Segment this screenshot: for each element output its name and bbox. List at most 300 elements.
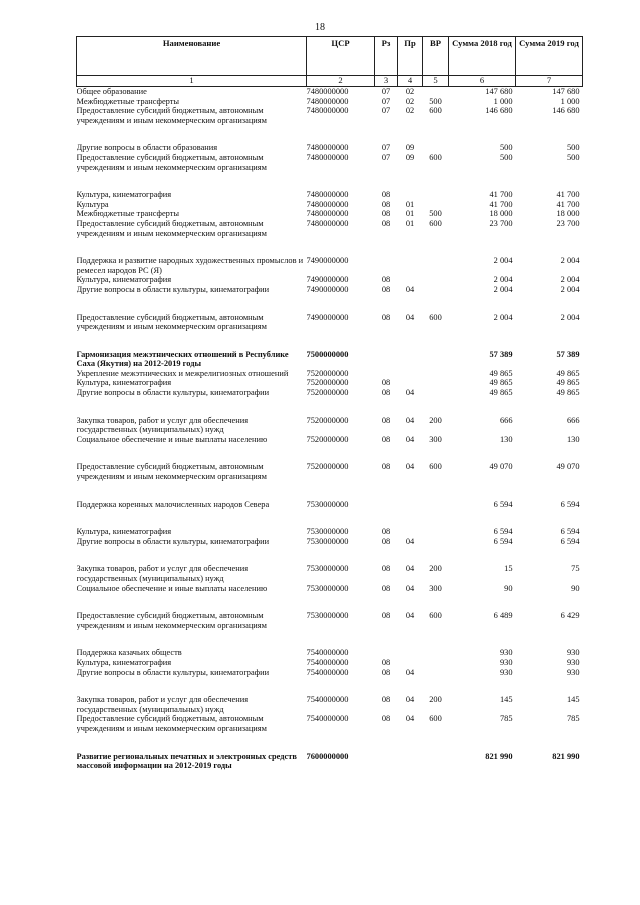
row-sum-2018: 41 700 (489, 199, 513, 209)
row-rz: 07 (381, 143, 391, 153)
row-sum-2018: 49 865 (489, 388, 513, 398)
column-number: 5 (423, 76, 449, 87)
row-sum-2019: 49 865 (556, 368, 580, 378)
row-csr: 7480000000 (306, 199, 349, 209)
row-name: Культура, кинематография (76, 527, 172, 537)
row-rz: 08 (381, 714, 391, 724)
row-pr: 04 (405, 583, 415, 593)
row-sum-2018: 145 (499, 695, 513, 705)
row-csr: 7490000000 (306, 256, 349, 266)
spacer-cell (77, 238, 583, 256)
row-name: Культура (76, 199, 109, 209)
row-sum-2019: 147 680 (552, 87, 580, 96)
row-sum-2019: 500 (566, 143, 580, 153)
row-csr: 7480000000 (306, 106, 349, 116)
table-row (77, 500, 583, 510)
row-rz: 07 (381, 152, 391, 162)
row-name: Межбюджетные трансферты (76, 96, 180, 106)
column-number: 1 (77, 76, 307, 87)
row-rz: 08 (381, 695, 391, 705)
row-pr: 04 (405, 611, 415, 621)
spacer-cell (77, 125, 583, 143)
row-rz: 08 (381, 536, 391, 546)
row-name: Предоставление субсидий бюджетным, автономным учреждениям и иным некоммерческим организациям (76, 218, 267, 238)
row-sum-2019: 41 700 (556, 199, 580, 209)
row-csr: 7540000000 (306, 657, 349, 667)
table-row (77, 462, 583, 481)
spacer-cell (77, 295, 583, 313)
row-pr: 01 (405, 199, 415, 209)
table-row (77, 209, 583, 219)
row-rz: 08 (381, 657, 391, 667)
row-spacer (77, 509, 583, 527)
row-spacer (77, 734, 583, 752)
table-row (77, 714, 583, 733)
row-vr: 600 (429, 312, 442, 322)
table-row (77, 435, 583, 445)
row-pr: 04 (405, 462, 415, 472)
row-sum-2018: 2 004 (493, 284, 513, 294)
row-sum-2018: 666 (499, 415, 513, 425)
row-sum-2018: 785 (499, 714, 513, 724)
row-vr: 200 (429, 564, 442, 574)
row-sum-2019: 785 (566, 714, 580, 724)
row-csr: 7480000000 (306, 218, 349, 228)
spacer-cell (77, 398, 583, 416)
row-pr (398, 527, 423, 537)
row-sum-2019: 930 (566, 648, 580, 658)
row-name: Предоставление субсидий бюджетным, автономным учреждениям и иным некоммерческим организациям (76, 152, 267, 172)
table-row (77, 416, 583, 435)
row-rz: 08 (381, 275, 391, 285)
header-sum-2018: Сумма 2018 год (449, 37, 516, 76)
row-sum-2019: 1 000 (560, 96, 580, 106)
table-row (77, 153, 583, 172)
row-rz: 08 (381, 378, 391, 388)
row-spacer (77, 125, 583, 143)
row-rz: 07 (381, 87, 391, 96)
row-sum-2018: 930 (499, 667, 513, 677)
row-name: Другие вопросы в области культуры, кинематографии (76, 388, 270, 398)
row-pr (398, 256, 423, 275)
row-sum-2019: 49 865 (556, 378, 580, 388)
row-sum-2018: 930 (499, 648, 513, 658)
row-vr (423, 190, 449, 200)
table-row (77, 695, 583, 714)
table-row (77, 200, 583, 210)
column-number: 3 (375, 76, 398, 87)
row-sum-2019: 75 (571, 564, 580, 574)
row-pr (398, 378, 423, 388)
table-row (77, 752, 583, 771)
row-spacer (77, 482, 583, 500)
row-spacer (77, 295, 583, 313)
row-sum-2018: 500 (499, 152, 513, 162)
row-rz: 08 (381, 415, 391, 425)
row-pr (398, 275, 423, 285)
spacer-cell (77, 509, 583, 527)
row-sum-2019: 23 700 (556, 218, 580, 228)
row-rz: 08 (381, 199, 391, 209)
table-row (77, 527, 583, 537)
header-vr: ВР (423, 37, 449, 76)
row-name: Поддержка и развитие народных художественных промыслов и ремесел народов РС (Я) (76, 256, 304, 275)
table-row (77, 190, 583, 200)
row-csr: 7500000000 (306, 349, 349, 359)
spacer-cell (77, 172, 583, 190)
row-spacer (77, 444, 583, 462)
row-csr: 7530000000 (306, 536, 349, 546)
column-number: 7 (516, 76, 583, 87)
row-pr: 09 (405, 143, 415, 153)
row-sum-2019: 6 429 (560, 611, 580, 621)
row-pr: 02 (405, 106, 415, 116)
row-spacer (77, 172, 583, 190)
row-sum-2019: 145 (566, 695, 580, 705)
row-spacer (77, 332, 583, 350)
row-pr: 04 (405, 564, 415, 574)
table-row (77, 313, 583, 332)
row-pr (398, 190, 423, 200)
row-name: Закупка товаров, работ и услуг для обеспечения государственных (муниципальных) нужд (76, 695, 249, 714)
row-sum-2018: 821 990 (485, 751, 513, 761)
row-spacer (77, 546, 583, 564)
row-sum-2018: 18 000 (489, 209, 513, 219)
row-sum-2018: 130 (499, 434, 513, 444)
row-pr: 04 (405, 714, 415, 724)
page-number: 18 (315, 22, 325, 33)
row-pr: 02 (405, 96, 415, 106)
row-spacer (77, 398, 583, 416)
row-vr (423, 658, 449, 668)
row-rz (375, 350, 398, 369)
row-name: Поддержка коренных малочисленных народов Севера (76, 499, 270, 509)
row-csr: 7520000000 (306, 434, 349, 444)
header-pr: Пр (398, 37, 423, 76)
table-row (77, 143, 583, 153)
row-sum-2019: 6 594 (560, 499, 580, 509)
row-pr (398, 500, 423, 510)
spacer-cell (77, 593, 583, 611)
row-vr: 500 (429, 209, 442, 219)
row-rz (375, 648, 398, 658)
row-csr: 7490000000 (306, 284, 349, 294)
row-vr: 600 (429, 152, 442, 162)
table-row (77, 219, 583, 238)
row-name: Другие вопросы в области образования (76, 143, 218, 153)
row-csr: 7540000000 (306, 695, 349, 705)
row-rz: 08 (381, 583, 391, 593)
row-vr: 200 (429, 695, 442, 705)
row-rz: 07 (381, 106, 391, 116)
row-vr (423, 369, 449, 379)
header-rz: Рз (375, 37, 398, 76)
row-csr: 7520000000 (306, 388, 349, 398)
row-csr: 7540000000 (306, 648, 349, 658)
row-vr: 600 (429, 462, 442, 472)
row-sum-2019: 666 (566, 415, 580, 425)
row-csr: 7600000000 (306, 751, 349, 761)
row-vr: 200 (429, 415, 442, 425)
row-csr: 7520000000 (306, 368, 349, 378)
row-sum-2019: 41 700 (556, 190, 580, 200)
row-name: Развитие региональных печатных и электронных средств массовой информации на 2012-2019 годы (76, 751, 297, 771)
row-vr: 600 (429, 714, 442, 724)
row-rz (375, 752, 398, 771)
row-name: Гармонизация межэтнических отношений в Республике Саха (Якутия) на 2012-2019 годы (76, 349, 289, 369)
row-sum-2018: 49 070 (489, 462, 513, 472)
row-csr: 7530000000 (306, 583, 349, 593)
table-row (77, 668, 583, 678)
row-sum-2019: 500 (566, 152, 580, 162)
spacer-cell (77, 546, 583, 564)
row-rz: 08 (381, 190, 391, 200)
row-sum-2019: 6 594 (560, 527, 580, 537)
row-rz: 08 (381, 209, 391, 219)
row-sum-2018: 57 389 (489, 349, 513, 359)
row-sum-2018: 2 004 (493, 275, 513, 285)
row-csr: 7480000000 (306, 143, 349, 153)
row-vr (423, 285, 449, 295)
row-csr: 7540000000 (306, 714, 349, 724)
row-sum-2018: 49 865 (489, 378, 513, 388)
row-pr: 04 (405, 415, 415, 425)
row-rz: 08 (381, 218, 391, 228)
row-name: Культура, кинематография (76, 190, 172, 200)
table-row (77, 369, 583, 379)
row-rz: 07 (381, 96, 391, 106)
row-name: Культура, кинематография (76, 657, 172, 667)
row-pr (398, 648, 423, 658)
row-sum-2018: 90 (504, 583, 513, 593)
row-vr (423, 648, 449, 658)
table-row (77, 106, 583, 125)
row-vr (423, 143, 449, 153)
row-pr (398, 350, 423, 369)
row-sum-2018: 41 700 (489, 190, 513, 200)
row-sum-2018: 500 (499, 143, 513, 153)
table-row (77, 611, 583, 630)
row-name: Предоставление субсидий бюджетным, автономным учреждениям и иным некоммерческим организациям (76, 714, 267, 733)
row-pr (398, 752, 423, 771)
row-name: Закупка товаров, работ и услуг для обеспечения государственных (муниципальных) нужд (76, 564, 249, 583)
row-vr (423, 752, 449, 771)
row-pr: 04 (405, 667, 415, 677)
row-name: Общее образование (76, 87, 147, 96)
row-vr (423, 527, 449, 537)
row-vr (423, 87, 449, 97)
row-name: Предоставление субсидий бюджетным, автономным учреждениям и иным некоммерческим организациям (76, 312, 267, 332)
row-rz: 08 (381, 611, 391, 621)
table-row (77, 388, 583, 398)
row-vr: 500 (429, 96, 442, 106)
row-name: Другие вопросы в области культуры, кинематографии (76, 667, 270, 677)
table-row (77, 658, 583, 668)
row-csr: 7520000000 (306, 415, 349, 425)
row-vr (423, 500, 449, 510)
row-vr (423, 537, 449, 547)
row-sum-2019: 821 990 (552, 751, 580, 761)
budget-table (76, 36, 583, 771)
row-rz (375, 369, 398, 379)
row-sum-2019: 6 594 (560, 536, 580, 546)
row-spacer (77, 630, 583, 648)
row-sum-2019: 930 (566, 657, 580, 667)
row-sum-2019: 930 (566, 667, 580, 677)
column-number: 4 (398, 76, 423, 87)
row-csr: 7480000000 (306, 96, 349, 106)
row-name: Предоставление субсидий бюджетным, автономным учреждениям и иным некоммерческим организациям (76, 106, 267, 125)
column-number: 6 (449, 76, 516, 87)
row-name: Культура, кинематография (76, 275, 172, 285)
row-pr (398, 369, 423, 379)
row-sum-2018: 930 (499, 657, 513, 667)
row-spacer (77, 677, 583, 695)
row-rz: 08 (381, 564, 391, 574)
row-csr: 7520000000 (306, 462, 349, 472)
spacer-cell (77, 332, 583, 350)
row-name: Предоставление субсидий бюджетным, автономным учреждениям и иным некоммерческим организациям (76, 462, 267, 482)
row-csr: 7480000000 (306, 87, 349, 96)
row-csr: 7520000000 (306, 378, 349, 388)
row-sum-2019: 2 004 (560, 256, 580, 266)
row-sum-2019: 2 004 (560, 312, 580, 322)
table-body (77, 87, 583, 771)
row-name: Другие вопросы в области культуры, кинематографии (76, 284, 270, 294)
row-csr: 7480000000 (306, 190, 349, 200)
row-vr: 600 (429, 611, 442, 621)
table-header (77, 37, 583, 87)
row-csr: 7530000000 (306, 499, 349, 509)
row-vr: 300 (429, 434, 442, 444)
row-sum-2018: 6 594 (493, 499, 513, 509)
row-vr: 600 (429, 106, 442, 116)
row-rz: 08 (381, 527, 391, 537)
row-rz: 08 (381, 388, 391, 398)
row-csr: 7490000000 (306, 312, 349, 322)
row-vr (423, 388, 449, 398)
row-sum-2019: 146 680 (552, 106, 580, 116)
row-csr: 7490000000 (306, 275, 349, 285)
row-sum-2018: 23 700 (489, 218, 513, 228)
table-row (77, 87, 583, 97)
row-vr (423, 668, 449, 678)
header-csr: ЦСР (307, 37, 375, 76)
row-sum-2018: 2 004 (493, 312, 513, 322)
row-rz: 08 (381, 284, 391, 294)
row-pr: 04 (405, 312, 415, 322)
table-row (77, 97, 583, 107)
table-row (77, 275, 583, 285)
row-sum-2018: 146 680 (485, 106, 513, 116)
row-sum-2018: 2 004 (493, 256, 513, 266)
row-pr (398, 658, 423, 668)
row-pr: 01 (405, 209, 415, 219)
row-pr: 04 (405, 536, 415, 546)
row-rz: 08 (381, 667, 391, 677)
table-row (77, 285, 583, 295)
row-pr: 04 (405, 388, 415, 398)
spacer-cell (77, 677, 583, 695)
row-rz: 08 (381, 312, 391, 322)
row-csr: 7530000000 (306, 611, 349, 621)
row-csr: 7480000000 (306, 209, 349, 219)
spacer-cell (77, 482, 583, 500)
row-sum-2019: 90 (571, 583, 580, 593)
row-name: Предоставление субсидий бюджетным, автономным учреждениям и иным некоммерческим организациям (76, 611, 267, 630)
row-pr: 04 (405, 284, 415, 294)
row-csr: 7530000000 (306, 564, 349, 574)
row-csr: 7540000000 (306, 667, 349, 677)
row-pr: 09 (405, 152, 415, 162)
spacer-cell (77, 444, 583, 462)
row-csr: 7480000000 (306, 152, 349, 162)
row-sum-2019: 49 865 (556, 388, 580, 398)
row-name: Культура, кинематография (76, 378, 172, 388)
row-vr (423, 275, 449, 285)
row-vr: 300 (429, 583, 442, 593)
row-pr: 04 (405, 695, 415, 705)
row-sum-2018: 147 680 (485, 87, 513, 96)
row-sum-2019: 2 004 (560, 275, 580, 285)
row-name: Другие вопросы в области культуры, кинематографии (76, 536, 270, 546)
row-vr (423, 378, 449, 388)
row-vr (423, 256, 449, 275)
spacer-cell (77, 734, 583, 752)
row-sum-2019: 18 000 (556, 209, 580, 219)
row-sum-2019: 2 004 (560, 284, 580, 294)
row-name: Межбюджетные трансферты (76, 209, 180, 219)
row-name: Социальное обеспечение и иные выплаты населению (76, 583, 268, 593)
table-row (77, 378, 583, 388)
row-rz: 08 (381, 434, 391, 444)
table-row (77, 350, 583, 369)
row-csr: 7530000000 (306, 527, 349, 537)
row-sum-2019: 130 (566, 434, 580, 444)
header-name: Наименование (77, 37, 307, 76)
row-pr: 01 (405, 218, 415, 228)
table-row (77, 564, 583, 583)
row-vr (423, 200, 449, 210)
row-sum-2018: 15 (504, 564, 513, 574)
row-rz: 08 (381, 462, 391, 472)
spacer-cell (77, 630, 583, 648)
table-row (77, 584, 583, 594)
row-rz (375, 500, 398, 510)
table-row (77, 648, 583, 658)
row-sum-2018: 6 594 (493, 527, 513, 537)
table-row (77, 256, 583, 275)
row-sum-2018: 1 000 (493, 96, 513, 106)
row-spacer (77, 593, 583, 611)
row-sum-2018: 49 865 (489, 368, 513, 378)
row-pr: 02 (405, 87, 415, 96)
row-sum-2019: 57 389 (556, 349, 580, 359)
row-sum-2018: 6 489 (493, 611, 513, 621)
row-spacer (77, 238, 583, 256)
table-row (77, 537, 583, 547)
row-sum-2019: 49 070 (556, 462, 580, 472)
column-number: 2 (307, 76, 375, 87)
row-name: Социальное обеспечение и иные выплаты населению (76, 434, 268, 444)
row-vr (423, 350, 449, 369)
row-name: Закупка товаров, работ и услуг для обеспечения государственных (муниципальных) нужд (76, 415, 249, 435)
row-name: Укрепление межэтнических и межрелигиозных отношений (76, 368, 289, 378)
row-pr: 04 (405, 434, 415, 444)
row-sum-2018: 6 594 (493, 536, 513, 546)
row-vr: 600 (429, 218, 442, 228)
header-sum-2019: Сумма 2019 год (516, 37, 583, 76)
